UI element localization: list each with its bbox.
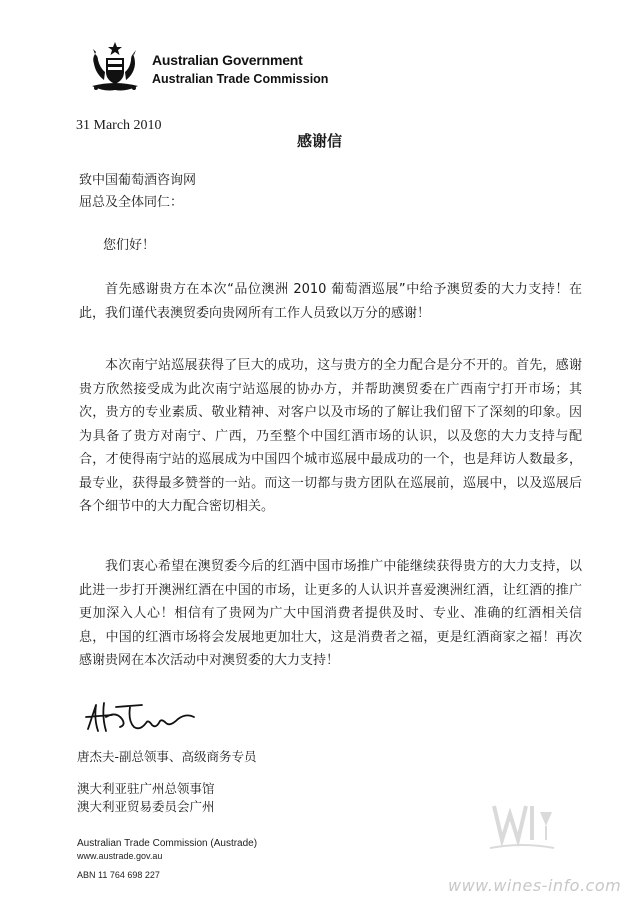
paragraph-3: 我们衷心希望在澳贸委今后的红酒中国市场推广中能继续获得贵方的大力支持，以此进一步打开澳洲红酒在中国的市场，让更多的人认识并喜爱澳洲红酒，让红酒的推广更加深入人心！相信有了贵网为广大中国消费者提供及时、专业、准确的红酒相关信息，中国的红酒市场将会发展地更加壮大，这是消费者之福，更是红酒商家之福！再次感谢贵网在本次活动中对澳贸委的大力支持！ [79,559,582,668]
paragraph-1: 首先感谢贵方在本次“品位澳洲 2010 葡萄酒巡展”中给予澳贸委的大力支持！在此，我们谨代表澳贸委向贵网所有工作人员致以万分的感谢！ [79,282,582,321]
footer-abn: ABN 11 764 698 227 [77,870,160,880]
office-line2: 澳大利亚贸易委员会广州 [77,799,215,814]
paragraph-2: 本次南宁站巡展获得了巨大的成功，这与贵方的全力配合是分不开的。首先，感谢贵方欣然接受成为此次南宁站巡展的协办方，并帮助澳贸委在广西南宁打开市场；其次，贵方的专业素质、敬业精神、对客户以及市场的了解让我们留下了深刻的印象。因为具备了贵方对南宁、广西，乃至整个中国红酒市场的认识，以及您的大力支持与配合，才使得南宁站的巡展成为中国四个城市巡展中最成功的一个，也是拜访人数最多，最专业，获得最多赞誉的一站。而这一切都与贵方团队在巡展前，巡展中，以及巡展后各个细节中的大力配合密切相关。 [79,358,582,514]
greeting: 您们好！ [103,238,156,253]
letter-title: 感谢信 [297,132,343,150]
org-line1: Australian Government [152,52,303,68]
recipient-line2: 屈总及全体同仁： [79,195,184,210]
handwritten-signature [82,697,202,737]
watermark-logo-icon [488,800,556,862]
footer-organization: Australian Trade Commission (Austrade) [77,838,258,849]
letterhead [86,40,346,100]
organization-name [152,52,328,87]
coat-of-arms-icon [86,40,144,96]
signer-title: 唐杰夫-副总领事、高级商务专员 [77,749,257,764]
recipient [79,170,196,214]
letter-date: 31 March 2010 [76,118,162,133]
org-line2: Australian Trade Commission [152,72,329,86]
footer-website: www.austrade.gov.au [77,851,163,861]
recipient-line1: 致中国葡萄酒咨询网 [79,173,197,188]
watermark-text: www.wines-info.com [448,876,622,895]
footer [77,838,257,881]
office-line1: 澳大利亚驻广州总领事馆 [77,781,215,796]
